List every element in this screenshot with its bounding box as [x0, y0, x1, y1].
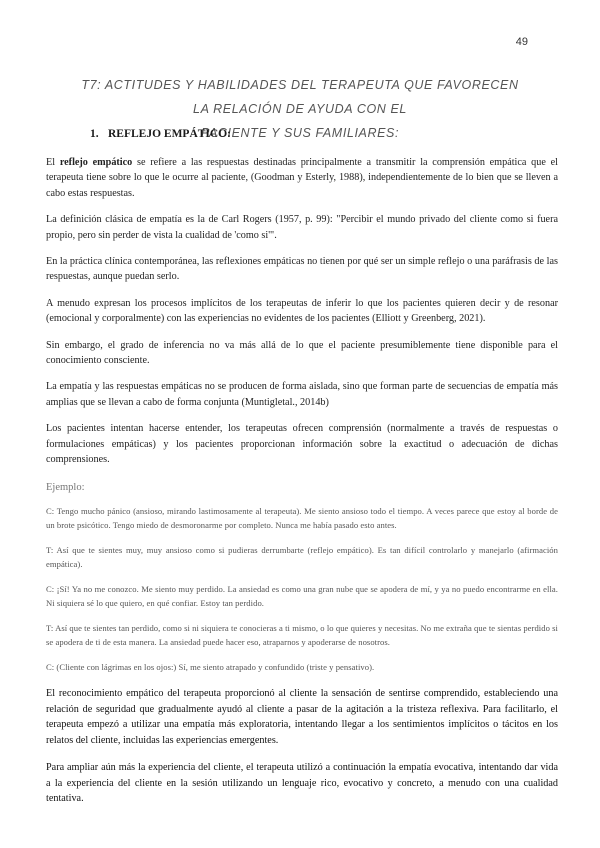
paragraph-inference: Sin embargo, el grado de inferencia no va más allá de lo que el paciente presumiblemente tiene disponible para el conocimiento consciente. [46, 339, 558, 367]
paragraph-sequences: La empatía y las respuestas empáticas no se producen de forma aislada, sino que forman parte de secuencias de empatía más amplias que se llevan a cabo de forma conjunta (Muntigletal., 2014b) [46, 381, 558, 408]
bold-term: reflejo empático [59, 157, 133, 168]
paragraph-evocative: Para ampliar aún más la experiencia del cliente, el terapeuta utilizó a continuación la empatía evocativa, intentando dar vida a la experiencia del cliente en la sesión utilizando un lenguaje rico, evocativo y concreto, a menudo con una cualidad tentativa. [46, 762, 558, 805]
section-heading [90, 128, 231, 140]
dialog-line: C: ¡Sí! Ya no me conozco. Me siento muy perdido. La ansiedad es como una gran nube que se apodera de mí, y ya no puedo encontrarme en ella. Ni siquiera sé lo que quiero, en qué confiar. Estoy tan perdido. [46, 583, 558, 608]
page-number: 49 [515, 36, 528, 48]
title-line-2: PACIENTE Y SUS FAMILIARES: [200, 126, 400, 140]
paragraph-practice: En la práctica clínica contemporánea, las reflexiones empáticas no tienen por qué ser un simple reflejo o una paráfrasis de las respuestas, aunque puedan serlo. [46, 256, 558, 283]
paragraph-patients: Los pacientes intentan hacerse entender, los terapeutas ofrecen comprensión (normalmente a través de respuestas o formulaciones empáticas) y los pacientes proporcionan información sobre la exactitud o adecuación de dichas comprensiones. [46, 423, 558, 466]
paragraph-rogers: La definición clásica de empatía es la de Carl Rogers (1957, p. 99): "Percibir el mundo privado del cliente como si fuera propio, pero sin perder de vista la cualidad de 'como si'". [46, 214, 558, 241]
paragraph-implicit: A menudo expresan los procesos implícitos de los terapeutas de inferir lo que los pacientes quieren decir y de resonar (emocional y corporalmente) con las experiencias no evidentes de los pacientes (Elliott y Greenberg, 2021). [46, 297, 558, 325]
title-line-1: T7: ACTITUDES Y HABILIDADES DEL TERAPEUTA QUE FAVORECEN LA RELACIÓN DE AYUDA CON EL [81, 78, 519, 116]
paragraph-definition [46, 155, 558, 201]
paragraph-text: El [46, 157, 60, 168]
dialog-line: C: (Cliente con lágrimas en los ojos:) Sí, me siento atrapado y confundido (triste y pensativo). [46, 661, 375, 672]
paragraph-text: se refiere a las respuestas destinadas principalmente a transmitir la comprensión empática que el terapeuta tiene sobre lo que le ocurre al paciente, (Goodman y Esterly, 1988), independientemente de lo bien que se lleven a cabo estas respuestas. [46, 157, 558, 199]
example-label: Ejemplo: [46, 481, 85, 493]
dialog-line: C: Tengo mucho pánico (ansioso, mirando lastimosamente al terapeuta). Me siento ansioso todo el tiempo. A veces parece que estoy al borde de un brote psicótico. Tengo miedo de desmoronarme por completo. Nunca me había pasado esto antes. [46, 505, 558, 530]
paragraph-recognition: El reconocimiento empático del terapeuta proporcionó al cliente la sensación de sentirse comprendido, estableciendo una relación de seguridad que gradualmente ayudó al cliente a pasar de la agitación a la tristeza reflexiva. Para facilitarlo, el terapeuta empezó a utilizar una empatía más exploratoria, intentando llegar a los sentimientos implícitos o tácitos en los relatos del cliente, incluidas las experiencias emergentes. [46, 687, 558, 746]
dialog-line: T: Así que te sientes tan perdido, como si ni siquiera te conocieras a ti mismo, o lo que quieres y necesitas. No me extraña que te sientas perdido si se apodera de ti de esta manera. La ansiedad puede hacer eso, atraparnos y apoderarse de nosotros. [46, 622, 558, 647]
section-number: 1. [90, 128, 99, 140]
section-title: REFLEJO EMPÁTICO: [108, 128, 231, 140]
dialog-line: T: Así que te sientes muy, muy ansioso como si pudieras derrumbarte (reflejo empático). Es tan difícil controlarlo y manejarlo (afirmación empática). [46, 544, 558, 569]
body-content [46, 155, 558, 807]
